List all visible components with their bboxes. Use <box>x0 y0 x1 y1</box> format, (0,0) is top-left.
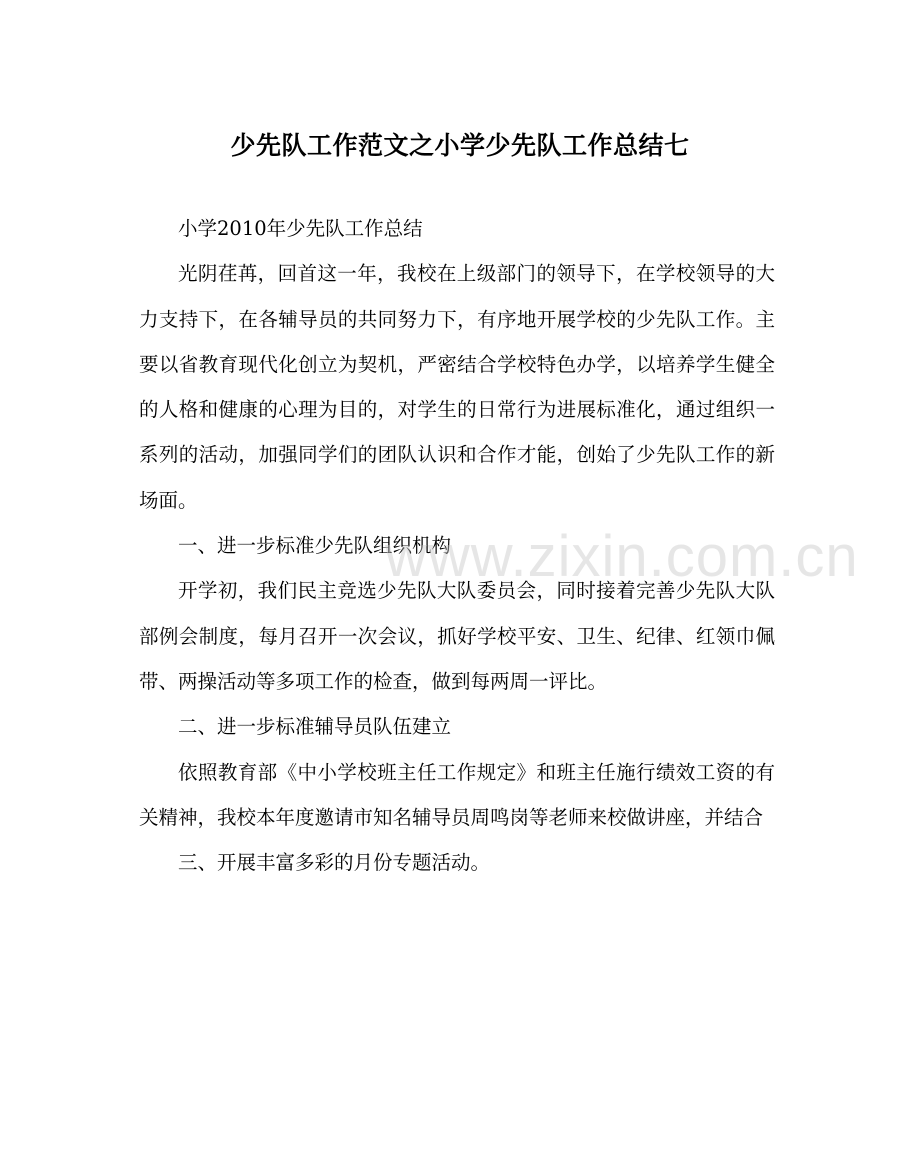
paragraph-subtitle: 小学2010年少先队工作总结 <box>178 217 423 240</box>
section-heading-1: 一、进一步标准少先队组织机构 <box>178 534 452 558</box>
document-title: 少先队工作范文之小学少先队工作总结七 <box>230 131 690 160</box>
section-heading-2: 二、进一步标准辅导员队伍建立 <box>178 715 452 739</box>
paragraph-intro: 光阴荏苒，回首这一年，我校在上级部门的领导下，在学校领导的大力支持下，在各辅导员的共同努力下，有序地开展学校的少先队工作。主要以省教育现代化创立为契机，严密结合学校特色办学，以培养学生健全的人格和健康的心理为目的，对学生的日常行为进展标准化，通过组织一系列的活动，加强同学们的团队认识和合作才能，创始了少先队工作的新场面。 <box>139 262 775 512</box>
section-heading-3: 三、开展丰富多彩的月份专题活动。 <box>178 851 491 875</box>
paragraph-section-2: 依照教育部《中小学校班主任工作规定》和班主任施行绩效工资的有关精神，我校本年度邀请市知名辅导员周鸣岗等老师来校做讲座，并结合 <box>139 760 775 829</box>
watermark-text: www.zixin.com.cn <box>385 524 859 589</box>
document-body <box>139 206 775 885</box>
paragraph-section-1: 开学初，我们民主竞选少先队大队委员会，同时接着完善少先队大队部例会制度，每月召开一次会议，抓好学校平安、卫生、纪律、红领巾佩带、两操活动等多项工作的检查，做到每两周一评比。 <box>139 579 775 693</box>
